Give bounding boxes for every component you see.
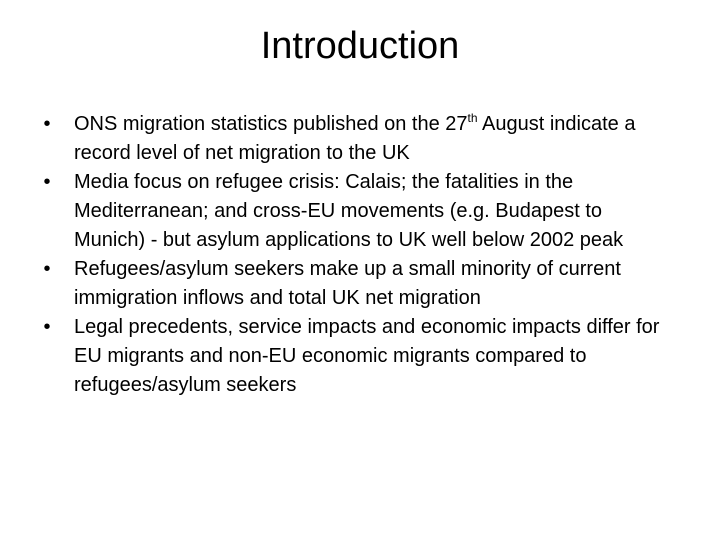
- bullet-icon: •: [43, 113, 51, 135]
- bullet-list: [38, 110, 678, 400]
- bullet-text: Refugees/asylum seekers make up a small minority of current immigration inflows and total UK net migration: [74, 258, 621, 309]
- bullet-item-legal-precedents: [38, 313, 678, 400]
- bullet-item-media-focus: [38, 168, 678, 255]
- slide-title: Introduction: [260, 25, 460, 67]
- bullet-icon: •: [43, 171, 51, 193]
- bullet-icon: •: [43, 258, 51, 280]
- bullet-item-ons-statistics: [38, 110, 678, 168]
- bullet-text-part: August indicate a record level of net migration to the UK: [74, 113, 636, 164]
- superscript-ordinal: th: [467, 111, 478, 125]
- bullet-text-part: ONS migration statistics published on the 27: [74, 113, 468, 135]
- bullet-text: Legal precedents, service impacts and economic impacts differ for EU migrants and non-EU economic migrants compared to refugees/asylum seekers: [74, 316, 660, 396]
- bullet-icon: •: [43, 316, 51, 338]
- bullet-text: Media focus on refugee crisis: Calais; the fatalities in the Mediterranean; and cross-EU movements (e.g. Budapest to Munich) - but asylum applications to UK well below 2002 peak: [74, 171, 624, 251]
- bullet-item-refugee-minority: [38, 255, 678, 313]
